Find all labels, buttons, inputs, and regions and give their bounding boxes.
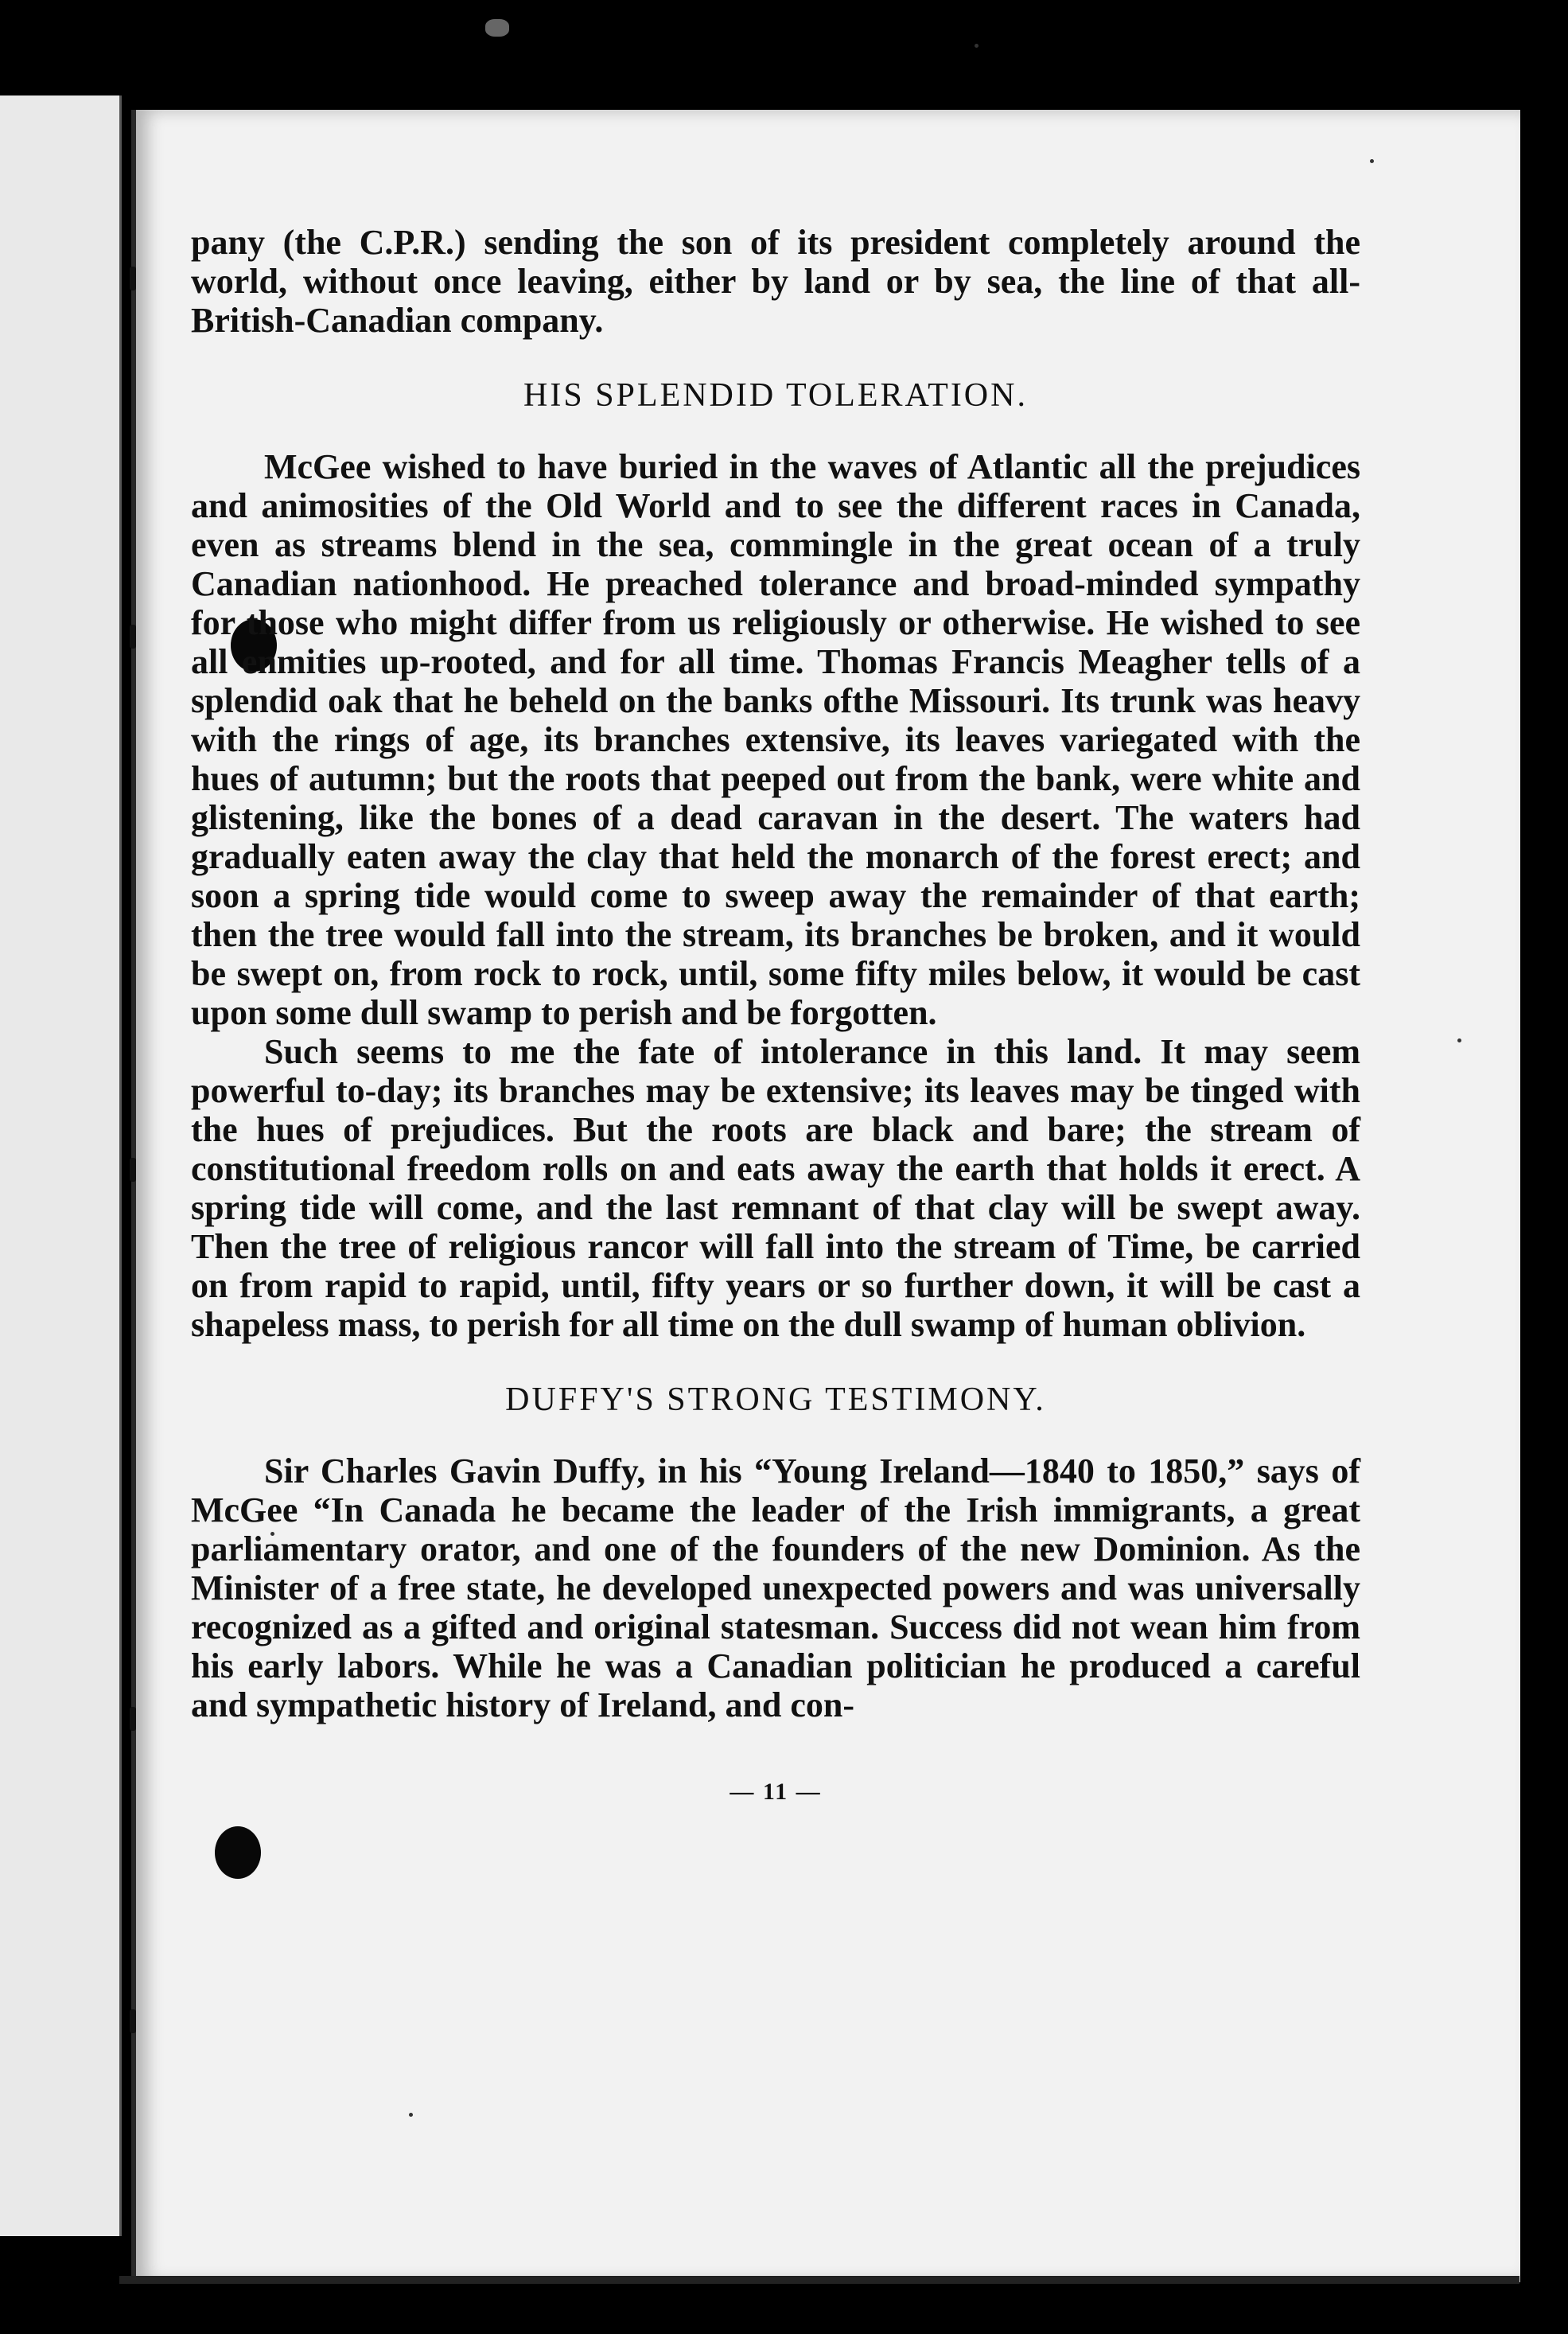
page-number: — 11 — [730, 1779, 822, 1805]
binding-hole-lower [215, 1826, 261, 1879]
scan-speck [409, 2113, 413, 2117]
page-bottom-edge [119, 2276, 1519, 2284]
scan-artifact-mark [485, 19, 509, 37]
binding-nick [130, 2009, 136, 2033]
page-text [191, 223, 1360, 1811]
body-paragraph: Sir Charles Gavin Duffy, in his “Young Ireland—1840 to 1850,” says of McGee “In Canada he became the leader of the Irish immigrants, a great parliamentary orator, and one of the founders of the new Dominion. As the Minister of a free state, he developed unexpected powers and was universally recognized as a gifted and original statesman. Success did not wean him from his early labors. While he was a Canadian politician he produced a careful and sympathetic history of Ireland, and con- [191, 1451, 1360, 1724]
facing-page-edge [0, 95, 122, 2236]
intro-paragraph: pany (the C.P.R.) sending the son of its president completely around the world, without once leaving, either by land or by sea, the line of that all-British-Canadian company. [191, 223, 1360, 340]
scan-speck [1457, 1038, 1461, 1042]
binding-nick [130, 1707, 136, 1731]
binding-nick [130, 267, 136, 290]
body-paragraph: McGee wished to have buried in the waves of Atlantic all the prejudices and animosities of the Old World and to see the different races in Canada, even as streams blend in the sea, commingle in the great ocean of a truly Canadian nationhood. He preached tolerance and broad-minded sympathy for those who might differ from us religiously or otherwise. He wished to see all enmities up-rooted, and for all time. Thomas Francis Meagher tells of a splendid oak that he beheld on the banks ofthe Missouri. Its trunk was heavy with the rings of age, its branches extensive, its leaves variegated with the hues of autumn; but the roots that peeped out from the bank, were white and glistening, like the bones of a dead caravan in the desert. The waters had gradually eaten away the clay that held the monarch of the forest erect; and soon a spring tide would come to sweep away the remainder of that earth; then the tree would fall into the stream, its branches be broken, and it would be swept on, from rock to rock, until, some fifty miles below, it would be cast upon some dull swamp to perish and be forgotten. [191, 447, 1360, 1032]
section-heading-duffy: DUFFY'S STRONG TESTIMONY. [505, 1381, 1046, 1418]
section-heading-toleration: HIS SPLENDID TOLERATION. [523, 377, 1028, 414]
scan-speck [975, 44, 979, 48]
body-paragraph: Such seems to me the fate of intolerance in this land. It may seem powerful to-day; its branches may be extensive; its leaves may be tinged with the hues of prejudices. But the roots are black and bare; the stream of constitutional freedom rolls on and eats away the earth that holds it erect. A spring tide will come, and the last remnant of that clay will be swept away. Then the tree of religious rancor will fall into the stream of Time, be carried on from rapid to rapid, until, fifty years or so further down, it will be cast a shapeless mass, to perish for all time on the dull swamp of human oblivion. [191, 1032, 1360, 1344]
binding-nick [130, 625, 136, 649]
scan-speck [1370, 159, 1374, 163]
binding-nick [130, 1158, 136, 1182]
